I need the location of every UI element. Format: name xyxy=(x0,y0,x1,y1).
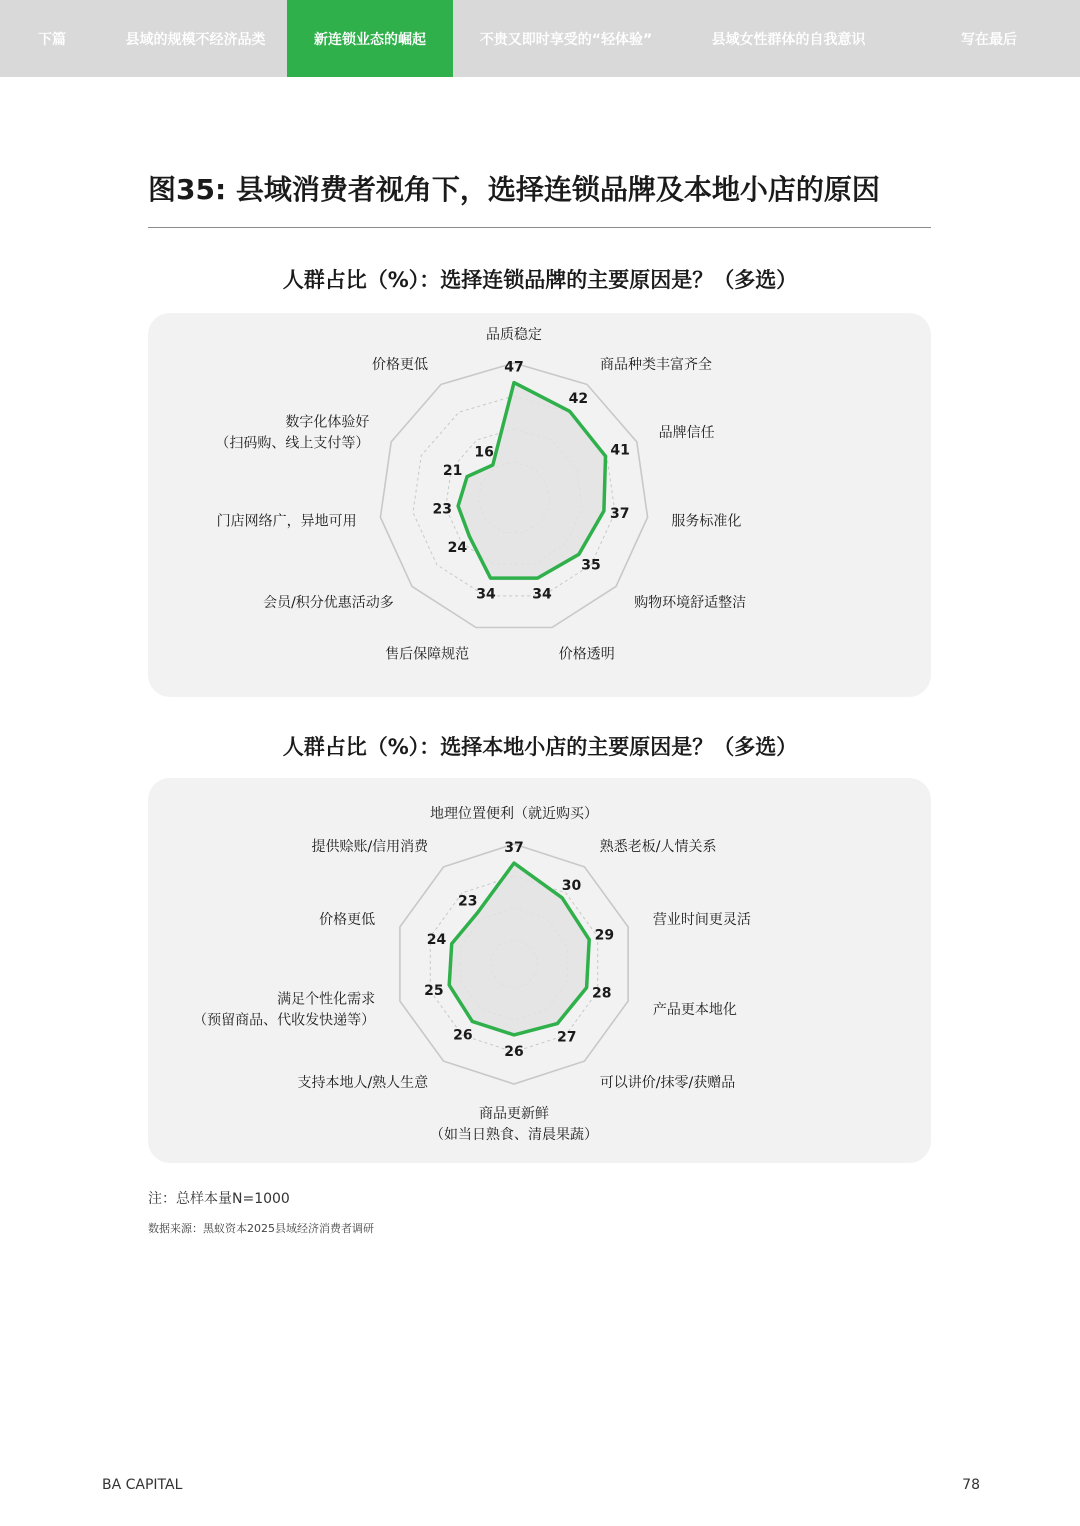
data-value-label: 30 xyxy=(561,877,582,894)
tab-female-self-awareness[interactable]: 县域女性群体的自我意识 xyxy=(711,31,866,48)
category-label: 地理位置便利（就近购买） xyxy=(430,806,598,822)
data-value-label: 26 xyxy=(453,1027,473,1044)
chain-chart-panel xyxy=(148,313,931,697)
sample-size-note: 注：总样本量N=1000 xyxy=(148,1191,290,1207)
data-value-label: 37 xyxy=(504,840,524,857)
data-value-label: 26 xyxy=(504,1043,524,1060)
category-label: 熟悉老板/人情关系 xyxy=(599,838,717,855)
category-label: 可以讲价/抹零/获赠品 xyxy=(599,1075,736,1092)
data-value-label: 16 xyxy=(474,444,494,461)
tab-county-diseconomy-categories[interactable]: 县域的规模不经济品类 xyxy=(125,31,266,48)
figure-title: 图35: 县域消费者视角下，选择连锁品牌及本地小店的原因 xyxy=(148,173,880,206)
data-value-label: 21 xyxy=(442,462,463,479)
category-label: 产品更本地化 xyxy=(652,1002,737,1019)
category-label: 门店网络广，异地可用 xyxy=(216,513,357,530)
category-label: 营业时间更灵活 xyxy=(652,911,751,928)
category-label: 数字化体验好（扫码购、线上支付等） xyxy=(215,414,370,452)
category-label: 购物环境舒适整洁 xyxy=(634,595,747,612)
top-navigation xyxy=(0,0,1080,77)
data-value-label: 23 xyxy=(432,501,453,518)
category-label: 商品种类丰富齐全 xyxy=(600,357,712,374)
data-source: 数据来源：黑蚁资本2025县域经济消费者调研 xyxy=(148,1222,374,1235)
data-value-label: 35 xyxy=(581,557,601,574)
data-value-label: 27 xyxy=(556,1029,577,1046)
data-value-label: 34 xyxy=(532,586,552,603)
data-value-label: 24 xyxy=(426,931,447,948)
category-label: 价格透明 xyxy=(558,646,615,663)
local-chart-panel xyxy=(148,778,931,1163)
radar-data-polygon xyxy=(458,383,605,578)
tab-part-two[interactable]: 下篇 xyxy=(38,31,66,48)
data-value-label: 37 xyxy=(609,506,630,523)
local-chart-title: 人群占比（%）：选择本地小店的主要原因是？（多选） xyxy=(282,735,798,759)
category-label: 服务标准化 xyxy=(671,513,742,530)
category-label: 价格更低 xyxy=(319,911,376,928)
data-value-label: 41 xyxy=(610,442,630,459)
title-divider xyxy=(148,227,931,228)
data-value-label: 28 xyxy=(592,985,612,1002)
category-label: 商品更新鲜（如当日熟食、清晨果蔬） xyxy=(430,1106,598,1143)
footer-brand: BA CAPITAL xyxy=(102,1477,183,1493)
local-radar-chart xyxy=(148,778,931,1163)
page-number: 78 xyxy=(962,1477,980,1493)
data-value-label: 47 xyxy=(504,359,524,376)
tab-conclusion[interactable]: 写在最后 xyxy=(961,31,1017,48)
category-label: 品质稳定 xyxy=(486,327,542,343)
category-label: 提供赊账/信用消费 xyxy=(311,838,429,855)
category-label: 支持本地人/熟人生意 xyxy=(297,1075,429,1092)
data-value-label: 23 xyxy=(457,893,478,910)
data-value-label: 42 xyxy=(568,390,589,407)
category-label: 满足个性化需求（预留商品、代收发快递等） xyxy=(193,991,376,1029)
category-label: 会员/积分优惠活动多 xyxy=(263,595,394,612)
chain-radar-chart xyxy=(148,313,931,697)
tab-light-experience[interactable]: 不贵又即时享受的“轻体验” xyxy=(479,31,653,48)
data-value-label: 24 xyxy=(447,540,468,557)
data-value-label: 29 xyxy=(594,927,615,944)
data-value-label: 34 xyxy=(476,586,496,603)
data-value-label: 25 xyxy=(424,983,444,999)
category-label: 售后保障规范 xyxy=(385,646,470,663)
tab-new-chain-formats[interactable]: 新连锁业态的崛起 xyxy=(287,0,453,77)
category-label: 品牌信任 xyxy=(658,424,715,441)
category-label: 价格更低 xyxy=(372,357,428,374)
chain-chart-title: 人群占比（%）：选择连锁品牌的主要原因是？（多选） xyxy=(282,268,798,292)
